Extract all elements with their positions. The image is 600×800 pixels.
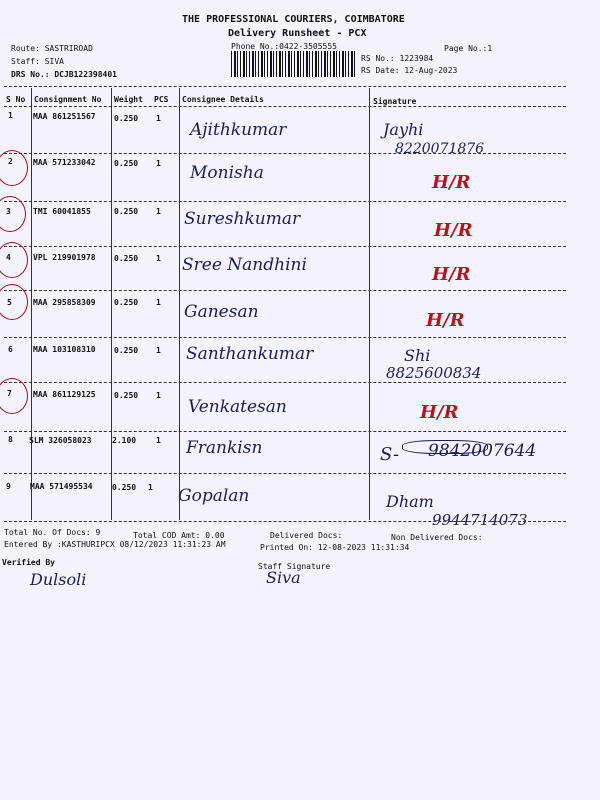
- row-sno: 7: [7, 389, 12, 398]
- row-sno: 6: [8, 345, 13, 354]
- col-header-consignment: Consignment No: [34, 95, 102, 104]
- row-consignment: MAA 103108310: [33, 345, 96, 354]
- row-consignment: SLM 326058023: [29, 436, 92, 445]
- total-docs: Total No. Of Docs: 9: [4, 528, 101, 537]
- row-weight: 0.250: [114, 207, 139, 216]
- col-header-pcs: PCS: [154, 95, 169, 104]
- signature-handwritten: Shi: [404, 346, 431, 365]
- delivered-docs: Delivered Docs:: [270, 531, 343, 540]
- red-circle-mark: [0, 242, 28, 278]
- signature-phone: 8220071876: [395, 141, 485, 157]
- col-header-consignee: Consignee Details: [182, 95, 264, 104]
- table-bottom-rule: [4, 521, 566, 522]
- rs-date: RS Date: 12-Aug-2023: [361, 66, 458, 75]
- row-weight: 2.100: [112, 436, 137, 445]
- staff-name: Staff: SIVA: [11, 57, 64, 66]
- staff-signature: Siva: [266, 568, 301, 587]
- row-rule: [4, 382, 566, 383]
- row-weight: 0.250: [114, 114, 139, 123]
- hr-mark: H/R: [420, 402, 459, 423]
- signature-phone: 8825600834: [386, 364, 482, 382]
- row-sno: 4: [6, 253, 11, 262]
- verified-by-signature: Dulsoli: [30, 570, 87, 589]
- row-consignment: TMI 60041855: [33, 207, 91, 216]
- row-pcs: 1: [148, 483, 153, 492]
- row-pcs: 1: [156, 346, 161, 355]
- consignee-handwritten: Santhankumar: [186, 344, 314, 364]
- verified-by-label: Verified By: [2, 558, 55, 567]
- row-pcs: 1: [156, 436, 161, 445]
- row-rule: [4, 473, 566, 474]
- row-pcs: 1: [156, 254, 161, 263]
- non-delivered-docs: Non Delivered Docs:: [391, 533, 483, 542]
- row-sno: 1: [8, 111, 13, 120]
- signature-phone: 9842007644: [428, 441, 537, 461]
- row-consignment: MAA 571233042: [33, 158, 96, 167]
- signature-handwritten: Dham: [386, 492, 434, 511]
- row-consignment: MAA 861251567: [33, 112, 96, 121]
- consignee-handwritten: Ganesan: [184, 302, 259, 322]
- row-weight: 0.250: [114, 298, 139, 307]
- route: Route: SASTRIROAD: [11, 44, 93, 53]
- row-sno: 8: [8, 435, 13, 444]
- consignee-handwritten: Ajithkumar: [190, 120, 287, 140]
- hr-mark: H/R: [434, 220, 473, 241]
- hr-mark: H/R: [432, 172, 471, 193]
- consignee-handwritten: Venkatesan: [188, 397, 287, 417]
- row-consignment: MAA 295858309: [33, 298, 96, 307]
- red-circle-mark: [0, 378, 28, 414]
- row-weight: 0.250: [114, 346, 139, 355]
- row-sno: 5: [7, 298, 12, 307]
- row-consignment: MAA 861129125: [33, 390, 96, 399]
- col-header-sno: S No: [6, 95, 26, 104]
- document-title: Delivery Runsheet - PCX: [228, 28, 367, 39]
- consignee-handwritten: Sureshkumar: [184, 209, 301, 229]
- row-rule: [4, 337, 566, 338]
- hr-mark: H/R: [426, 310, 465, 331]
- row-consignment: VPL 219901978: [33, 253, 96, 262]
- row-weight: 0.250: [114, 159, 139, 168]
- staff-signature-label: Staff Signature: [258, 562, 331, 571]
- hr-mark: H/R: [432, 264, 471, 285]
- row-rule: [4, 290, 566, 291]
- row-weight: 0.250: [114, 254, 139, 263]
- signature-handwritten: S-: [380, 444, 400, 465]
- phone-number: Phone No.:0422-3505555: [231, 42, 337, 51]
- row-sno: 9: [6, 482, 11, 491]
- total-cod: Total COD Amt: 0.00: [133, 531, 225, 540]
- row-pcs: 1: [156, 207, 161, 216]
- barcode: [231, 51, 355, 77]
- col-header-signature: Signature: [373, 97, 417, 106]
- printed-on: Printed On: 12-08-2023 11:31:34: [260, 543, 410, 552]
- row-consignment: MAA 571495534: [30, 482, 93, 491]
- row-sno: 2: [8, 157, 13, 166]
- row-rule: [4, 201, 566, 202]
- company-name: THE PROFESSIONAL COURIERS, COIMBATORE: [182, 14, 405, 25]
- table-top-rule: [4, 86, 566, 87]
- red-circle-mark: [0, 284, 28, 320]
- signature-handwritten: Jayhi: [383, 120, 424, 139]
- entered-by: Entered By :KASTHURIPCX 08/12/2023 11:31:23 AM: [4, 540, 226, 549]
- row-weight: 0.250: [112, 483, 137, 492]
- row-rule: [4, 153, 566, 154]
- row-pcs: 1: [156, 159, 161, 168]
- row-pcs: 1: [156, 114, 161, 123]
- signature-phone: 9944714073: [432, 511, 528, 529]
- row-pcs: 1: [156, 298, 161, 307]
- row-weight: 0.250: [114, 391, 139, 400]
- consignee-handwritten: Sree Nandhini: [182, 255, 307, 275]
- page-number: Page No.:1: [444, 44, 493, 53]
- consignee-handwritten: Frankisn: [186, 438, 263, 458]
- header-rule: [4, 106, 566, 107]
- consignee-handwritten: Monisha: [190, 163, 264, 183]
- row-pcs: 1: [156, 391, 161, 400]
- col-header-weight: Weight: [114, 95, 143, 104]
- rs-number: RS No.: 1223984: [361, 54, 434, 63]
- red-circle-mark: [0, 150, 28, 186]
- red-circle-mark: [0, 196, 26, 232]
- row-rule: [4, 246, 566, 247]
- consignee-handwritten: Gopalan: [178, 486, 250, 506]
- row-rule: [4, 431, 566, 432]
- drs-number: DRS No.: DCJB122398401: [11, 70, 117, 79]
- row-sno: 3: [6, 207, 11, 216]
